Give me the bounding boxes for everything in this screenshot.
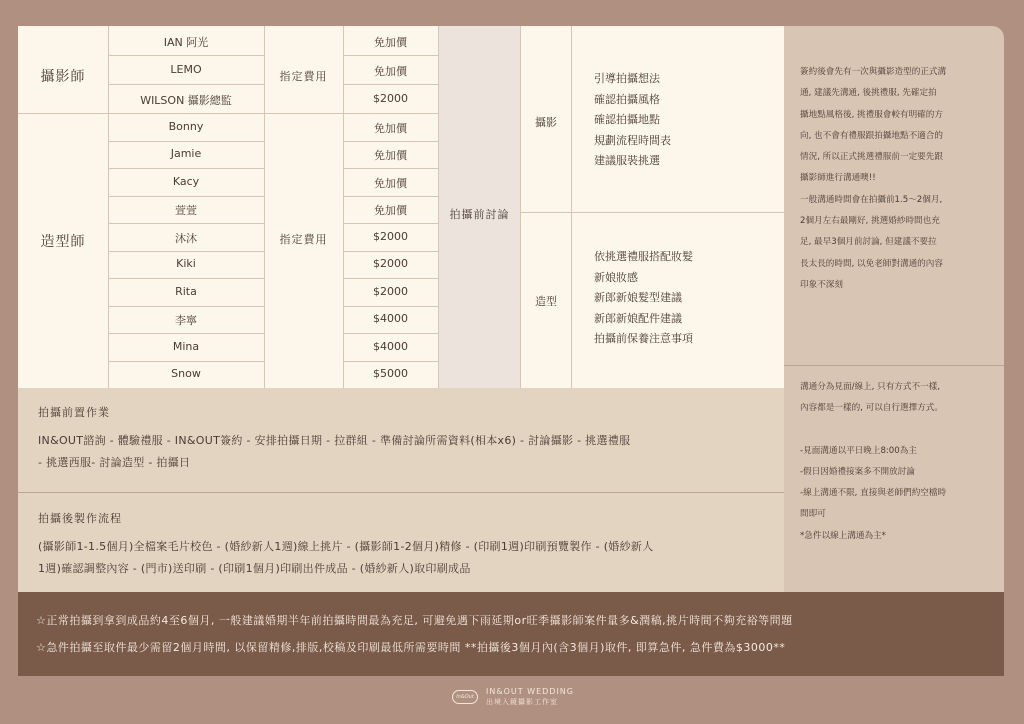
note-line: 攝影師進行溝通噢!! bbox=[800, 173, 876, 184]
note-line: *急件以線上溝通為主* bbox=[800, 530, 886, 541]
list-item: 建議服裝挑選 bbox=[594, 154, 660, 167]
note-line: 間即可 bbox=[800, 509, 826, 520]
roster-name: 萱萱 bbox=[175, 204, 197, 218]
roster-name: 李寧 bbox=[175, 314, 197, 328]
roster-name: Jamie bbox=[170, 147, 202, 161]
process-sections bbox=[18, 388, 784, 592]
roster-price: $2000 bbox=[373, 284, 408, 298]
roster-name: IAN 阿光 bbox=[163, 35, 209, 49]
note-line: 通, 建議先溝通, 後挑禮服, 先確定拍 bbox=[800, 88, 937, 99]
note-line: -見面溝通以平日晚上8:00為主 bbox=[800, 445, 917, 456]
notice-normal: ☆正常拍攝到拿到成品約4至6個月, 一般建議婚期半年前拍攝時間最為充足, 可避免遇下雨延期or旺季攝影師案件量多&潤稿,挑片時間不夠充裕等問題 bbox=[36, 614, 793, 627]
list-item: 新娘妝感 bbox=[594, 270, 638, 284]
list-item: 依挑選禮服搭配妝髮 bbox=[594, 250, 693, 263]
roster-price: $2000 bbox=[373, 229, 408, 243]
list-item: 新郎新娘髮型建議 bbox=[594, 291, 682, 304]
note-line: 印象不深刻 bbox=[800, 279, 843, 290]
note-line: 足, 最早3個月前討論, 但建議不要拉 bbox=[800, 237, 937, 248]
communication-methods bbox=[800, 377, 996, 547]
footer-brand bbox=[452, 684, 574, 710]
brand-logo-icon: In&Out bbox=[452, 690, 478, 704]
brand-name-zh: 出境入鏡攝影工作室 bbox=[486, 698, 558, 706]
roster-name: WILSON 攝影總監 bbox=[140, 93, 232, 107]
note-spacer bbox=[800, 420, 996, 441]
roster-name: Snow bbox=[171, 367, 201, 381]
roster-name: Kiki bbox=[176, 257, 196, 271]
post-shoot-steps bbox=[38, 536, 768, 580]
list-item: 規劃流程時間表 bbox=[594, 133, 671, 147]
step-line: 1週)確認調整內容 - (門市)送印刷 - (印刷1個月)印刷出件成品 - (婚紗新人)取印刷成品 bbox=[38, 562, 471, 575]
post-shoot-title: 拍攝後製作流程 bbox=[38, 512, 122, 525]
note-line: 攝地點風格後, 挑禮服會較有明確的方 bbox=[800, 109, 943, 120]
price-sheet bbox=[18, 26, 1004, 592]
note-line: 簽約後會先有一次與攝影造型的正式溝 bbox=[800, 67, 947, 77]
roster-price: 免加價 bbox=[374, 35, 407, 49]
step-line: (攝影師1-1.5個月)全檔案毛片校色 - (婚紗新人1週)線上挑片 - (攝影師1-2個月)精修 - (印刷1週)印刷預覽製作 - (婚紗新人 bbox=[38, 540, 654, 553]
discussion-photo-label: 攝影 bbox=[535, 116, 557, 129]
note-line: 一般溝通時間會在拍攝前1.5～2個月, bbox=[800, 194, 943, 205]
note-line: -假日因婚禮接案多不開放討論 bbox=[800, 466, 915, 477]
roster-price: 免加價 bbox=[374, 121, 407, 135]
pre-shoot-title: 拍攝前置作業 bbox=[38, 406, 110, 419]
roster-name: Mina bbox=[172, 339, 200, 353]
step-line: IN&OUT諮詢 - 體驗禮服 - IN&OUT簽約 - 安排拍攝日期 - 拉群組 - 準備討論所需資料(相本x6) - 討論攝影 - 挑選禮服 bbox=[38, 434, 631, 447]
notice-rush: ☆急件拍攝至取件最少需留2個月時間, 以保留精修,排版,校稿及印刷最低所需要時間 **拍攝後3個月內(含3個月)取件, 即算急件, 急件費為$3000** bbox=[36, 641, 786, 654]
list-item: 確認拍攝地點 bbox=[594, 113, 660, 126]
role-photographer: 攝影師 bbox=[40, 69, 86, 85]
discussion-styling-label: 造型 bbox=[535, 295, 557, 308]
communication-notes bbox=[800, 62, 996, 296]
note-line: 向, 也不會有禮服跟拍攝地點不適合的 bbox=[800, 130, 943, 141]
roster-price: 免加價 bbox=[374, 176, 407, 190]
roster-name: Rita bbox=[175, 284, 197, 298]
roster-price: 免加價 bbox=[374, 149, 407, 163]
list-item: 確認拍攝風格 bbox=[594, 92, 660, 106]
note-line: -線上溝通不限, 直接與老師們約空檔時 bbox=[800, 488, 947, 499]
roster-price: $4000 bbox=[373, 312, 408, 326]
note-line: 長太長的時間, 以免老師對溝通的內容 bbox=[800, 258, 943, 269]
list-item: 引導拍攝想法 bbox=[594, 72, 660, 85]
notice-band bbox=[18, 592, 1004, 676]
roster-name: Kacy bbox=[172, 174, 200, 188]
roster-name: 沐沐 bbox=[175, 231, 197, 245]
pre-shoot-steps bbox=[38, 430, 768, 474]
fee-stylist: 指定費用 bbox=[279, 233, 328, 246]
note-line: 溝通分為見面/線上, 只有方式不一樣, bbox=[800, 382, 940, 392]
discussion-photo-items bbox=[594, 69, 671, 172]
roster-price: 免加價 bbox=[374, 204, 407, 218]
roster-price: $4000 bbox=[373, 339, 408, 353]
note-line: 內容都是一樣的, 可以自行選擇方式。 bbox=[800, 403, 943, 414]
brand-name-en: IN&OUT WEDDING bbox=[486, 687, 574, 696]
roster-price: $5000 bbox=[373, 367, 408, 381]
note-line: 2個月左右最剛好, 挑選婚紗時間也充 bbox=[800, 216, 940, 227]
discussion-styling-items bbox=[594, 247, 693, 350]
step-line: - 挑選西服- 討論造型 - 拍攝日 bbox=[38, 456, 191, 469]
notes-sidebar bbox=[784, 26, 1004, 592]
roster-price: 免加價 bbox=[374, 64, 407, 78]
roster-name: Bonny bbox=[168, 119, 204, 133]
roster-price: $2000 bbox=[373, 91, 408, 105]
fee-photographer: 指定費用 bbox=[279, 70, 328, 83]
pre-shoot-discussion-label: 拍攝前討論 bbox=[449, 208, 510, 221]
roster-name: LEMO bbox=[170, 62, 202, 76]
roster-price: $2000 bbox=[373, 257, 408, 271]
list-item: 拍攝前保養注意事項 bbox=[594, 332, 693, 345]
note-line: 情況, 所以正式挑選禮服前一定要先跟 bbox=[800, 152, 943, 163]
role-stylist: 造型師 bbox=[40, 234, 86, 250]
list-item: 新郎新娘配件建議 bbox=[594, 311, 682, 325]
